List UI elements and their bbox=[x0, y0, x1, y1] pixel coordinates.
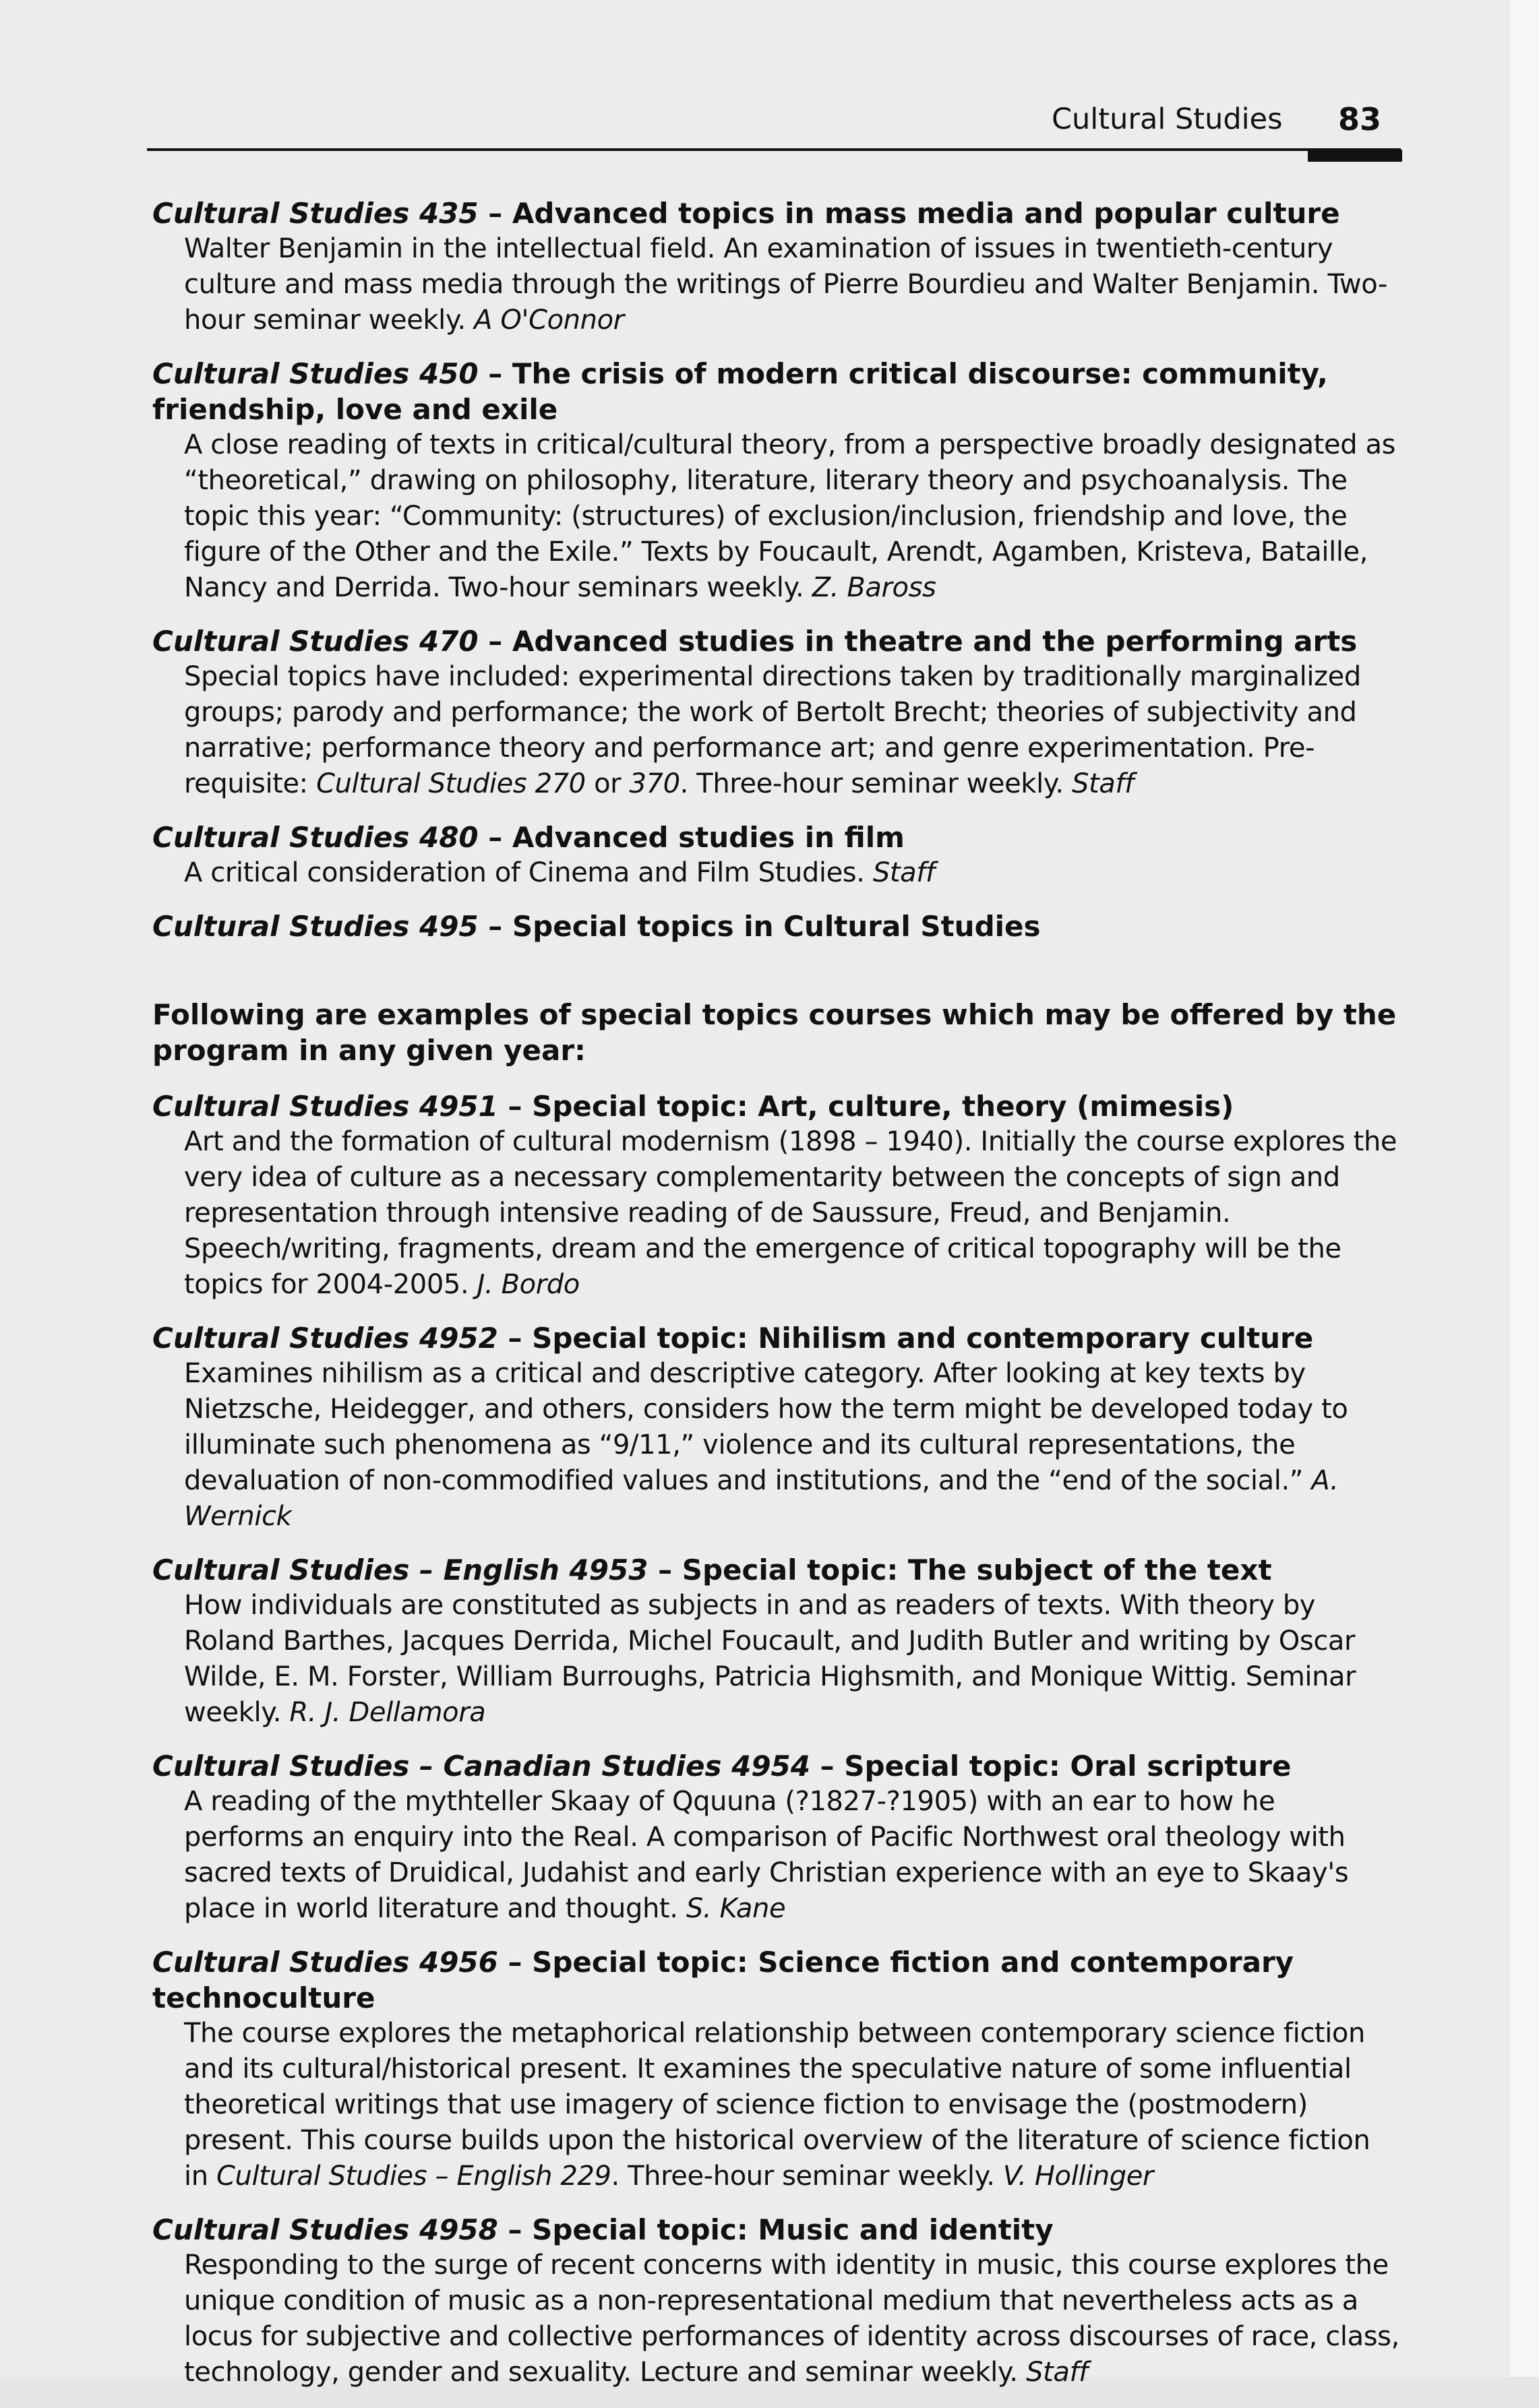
course-description: The course explores the metaphorical relationship between contemporary science fiction and its cultural/historical present. It examines the speculative nature of some influential theoretical writings that use imagery of science fiction to envisage the (postmodern) present. This course builds upon the historical overview of the literature of science fiction in bbox=[184, 2018, 1370, 2192]
heading-separator: – bbox=[478, 625, 512, 658]
course-instructor: R. J. Dellamora bbox=[289, 1697, 486, 1728]
course-instructor: A. Wernick bbox=[184, 1465, 1339, 1532]
course-heading bbox=[147, 1552, 1401, 1588]
course-heading bbox=[147, 1320, 1401, 1356]
course-description-end: . Three-hour seminar weekly. bbox=[680, 768, 1072, 799]
course-code: Cultural Studies 450 bbox=[152, 357, 479, 390]
course-title: Advanced studies in film bbox=[512, 821, 905, 854]
course-code: Cultural Studies 4958 bbox=[152, 2213, 498, 2246]
course-instructor: A O'Connor bbox=[474, 305, 624, 336]
course-description-block bbox=[147, 2016, 1401, 2194]
heading-separator: – bbox=[478, 821, 512, 854]
course-title: The crisis of modern critical discourse: community, friendship, love and exile bbox=[152, 357, 1328, 426]
course-description: Responding to the surge of recent concerns with identity in music, this course explores the unique condition of music as a non-representational medium that nevertheless acts as a locus for subjective and collective performances of identity across discourses of race, class, technology, gender and sexuality. Lecture and seminar weekly. bbox=[184, 2250, 1399, 2388]
course-entry bbox=[147, 1944, 1401, 2194]
course-description: A critical consideration of Cinema and Film Studies. bbox=[184, 857, 873, 888]
course-heading bbox=[147, 1088, 1401, 1124]
course-title: Special topic: Nihilism and contemporary culture bbox=[532, 1322, 1314, 1355]
course-description-end: . Three-hour seminar weekly. bbox=[611, 2161, 1003, 2192]
course-entry bbox=[147, 1748, 1401, 1927]
course-description-block bbox=[147, 427, 1401, 606]
course-instructor: Z. Baross bbox=[812, 572, 936, 603]
course-heading bbox=[147, 356, 1401, 427]
course-code: Cultural Studies 495 bbox=[152, 910, 479, 943]
course-entry bbox=[147, 1320, 1401, 1535]
course-description-block bbox=[147, 1124, 1401, 1303]
course-title: Advanced studies in theatre and the performing arts bbox=[512, 625, 1358, 658]
header-rule-bar bbox=[1308, 150, 1402, 162]
course-heading bbox=[147, 1944, 1401, 2016]
heading-separator: – bbox=[497, 2213, 533, 2246]
course-description-block bbox=[147, 1784, 1401, 1927]
course-heading bbox=[147, 195, 1401, 231]
course-code: Cultural Studies 4952 bbox=[152, 1322, 498, 1355]
heading-separator: – bbox=[497, 1090, 533, 1123]
prerequisite-or: or bbox=[585, 768, 630, 799]
course-title: Advanced topics in mass media and popular culture bbox=[512, 197, 1340, 230]
course-heading bbox=[147, 1748, 1401, 1784]
course-code: Cultural Studies 470 bbox=[152, 625, 479, 658]
course-reference: Cultural Studies – English 229 bbox=[216, 2161, 611, 2192]
course-description-block bbox=[147, 1588, 1401, 1731]
course-code: Cultural Studies – Canadian Studies 4954 bbox=[152, 1750, 811, 1783]
course-description: Art and the formation of cultural modernism (1898 – 1940). Initially the course explores the very idea of culture as a necessary complementarity between the concepts of sign and representation through intensive reading of de Saussure, Freud, and Benjamin. Speech/writing, fragments, dream and the emergence of critical topography will be the topics for 2004-2005. bbox=[184, 1126, 1397, 1300]
page-edge bbox=[1510, 0, 1539, 2377]
course-entry bbox=[147, 623, 1401, 802]
running-title: Cultural Studies bbox=[1052, 102, 1283, 136]
course-entry bbox=[147, 2212, 1401, 2390]
header-rule bbox=[147, 148, 1401, 151]
course-heading bbox=[147, 623, 1401, 659]
course-code: Cultural Studies 435 bbox=[152, 197, 479, 230]
course-code: Cultural Studies 4951 bbox=[152, 1090, 498, 1123]
course-heading bbox=[147, 2212, 1401, 2248]
course-description: A close reading of texts in critical/cultural theory, from a perspective broadly designated as “theoretical,” drawing on philosophy, literature, literary theory and psychoanalysis. The topic this year: “Community: (structures) of exclusion/inclusion, friendship and love, the figure of the Other and the Exile.” Texts by Foucault, Arendt, Agamben, Kristeva, Bataille, Nancy and Derrida. Two-hour seminars weekly. bbox=[184, 429, 1396, 603]
heading-separator: – bbox=[478, 357, 512, 390]
course-title: Special topics in Cultural Studies bbox=[512, 910, 1041, 943]
course-description-block bbox=[147, 2248, 1401, 2390]
course-title: Special topic: Music and identity bbox=[532, 2213, 1054, 2246]
heading-separator: – bbox=[497, 1322, 533, 1355]
heading-separator: – bbox=[478, 197, 512, 230]
course-instructor: Staff bbox=[1072, 768, 1134, 799]
course-entry bbox=[147, 356, 1401, 606]
course-instructor: V. Hollinger bbox=[1002, 2161, 1153, 2192]
course-entry bbox=[147, 820, 1401, 891]
course-heading bbox=[147, 908, 1401, 944]
course-entry bbox=[147, 195, 1401, 338]
course-description: How individuals are constituted as subjects in and as readers of texts. With theory by Roland Barthes, Jacques Derrida, Michel Foucault, and Judith Butler and writing by Oscar Wilde, E. M. Forster, William Burroughs, Patricia Highsmith, and Monique Wittig. Seminar weekly. bbox=[184, 1590, 1356, 1728]
course-description: Special topics have included: experimental directions taken by traditionally marginalized groups; parody and performance; the work of Bertolt Brecht; theories of subjectivity and narrative; performance theory and performance art; and genre experimentation. Pre-requisite: bbox=[184, 661, 1361, 799]
course-instructor: Staff bbox=[872, 857, 935, 888]
heading-separator: – bbox=[478, 910, 512, 943]
course-description: A reading of the mythteller Skaay of Qquuna (?1827-?1905) with an ear to how he performs an enquiry into the Real. A comparison of Pacific Northwest oral theology with sacred texts of Druidical, Judahist and early Christian experience with an eye to Skaay's place in world literature and thought. bbox=[184, 1786, 1349, 1924]
prerequisite-course: 370 bbox=[629, 768, 680, 799]
course-code: Cultural Studies – English 4953 bbox=[152, 1553, 648, 1586]
page-number: 83 bbox=[1338, 101, 1382, 137]
course-code: Cultural Studies 480 bbox=[152, 821, 479, 854]
course-listing bbox=[147, 195, 1401, 2408]
course-description-block bbox=[147, 1356, 1401, 1535]
course-instructor: Staff bbox=[1026, 2357, 1088, 2388]
course-title: Special topic: Oral scripture bbox=[844, 1750, 1292, 1783]
heading-separator: – bbox=[497, 1946, 533, 1979]
course-title: Special topic: Science fiction and contemporary technoculture bbox=[152, 1946, 1294, 2014]
special-topics-intro: Following are examples of special topics courses which may be offered by the program in any given year: bbox=[152, 998, 1397, 1067]
course-heading bbox=[147, 820, 1401, 855]
course-title: Special topic: Art, culture, theory (mimesis) bbox=[532, 1090, 1234, 1123]
course-description: Examines nihilism as a critical and descriptive category. After looking at key texts by Nietzsche, Heidegger, and others, considers how the term might be developed today to illuminate such phenomena as “9/11,” violence and its cultural representations, the devaluation of non-commodified values and institutions, and the “end of the social.” bbox=[184, 1358, 1348, 1496]
course-description-block bbox=[147, 855, 1401, 891]
course-description-block bbox=[147, 231, 1401, 338]
course-description: Walter Benjamin in the intellectual field. An examination of issues in twentieth-century culture and mass media through the writings of Pierre Bourdieu and Walter Benjamin. Two-hour seminar weekly. bbox=[184, 233, 1388, 336]
prerequisite-course: Cultural Studies 270 bbox=[316, 768, 586, 799]
heading-separator: – bbox=[648, 1553, 682, 1586]
course-title: Special topic: The subject of the text bbox=[682, 1553, 1272, 1586]
course-code: Cultural Studies 4956 bbox=[152, 1946, 498, 1979]
heading-separator: – bbox=[810, 1750, 845, 1783]
course-description-block bbox=[147, 659, 1401, 802]
course-entry bbox=[147, 1552, 1401, 1731]
course-instructor: S. Kane bbox=[686, 1893, 786, 1924]
course-instructor: J. Bordo bbox=[477, 1269, 580, 1300]
course-entry bbox=[147, 908, 1401, 944]
course-entry bbox=[147, 1088, 1401, 1303]
page-header bbox=[0, 0, 1510, 162]
